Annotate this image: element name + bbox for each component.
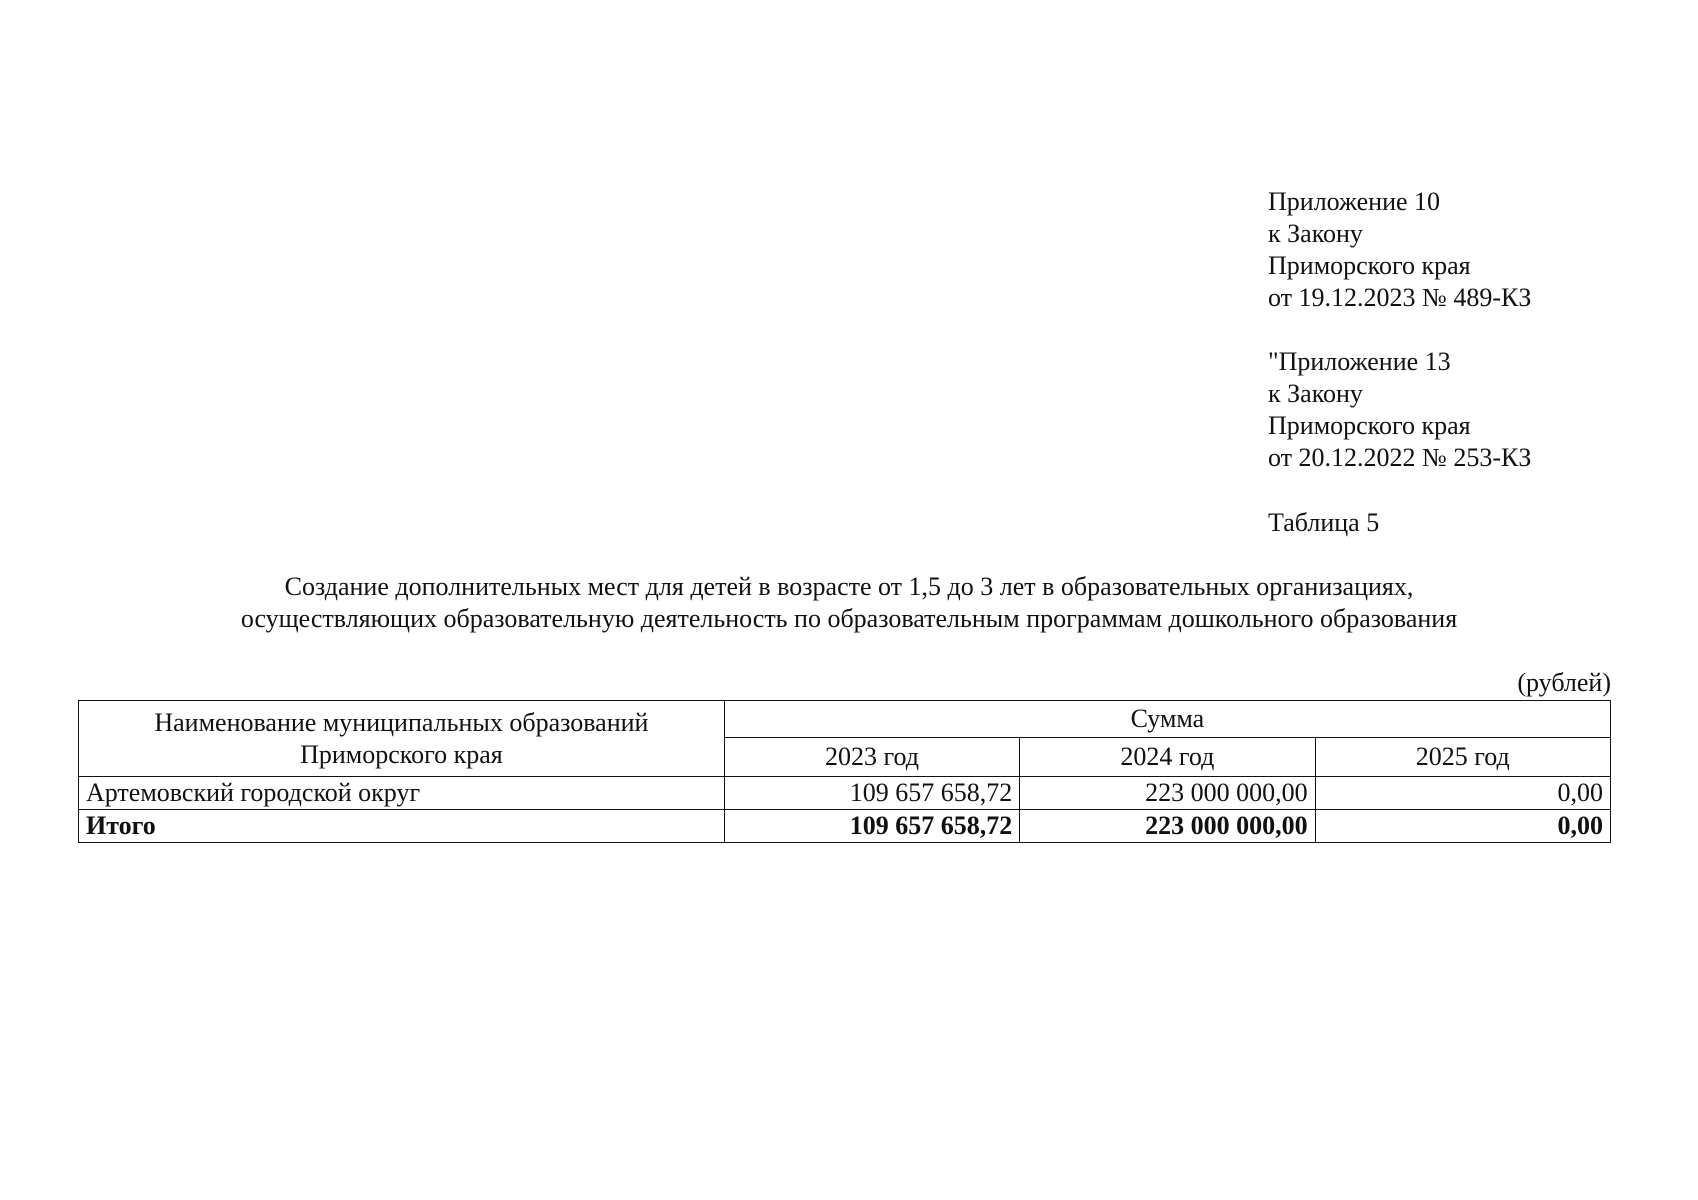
appendix-10-law-ref: к Закону — [1268, 219, 1363, 248]
header-sum: Сумма — [724, 701, 1610, 738]
appendix-13-date-number: от 20.12.2022 № 253-КЗ — [1268, 443, 1532, 472]
header-municipality — [79, 701, 725, 777]
header-municipality-line-2: Приморского края — [300, 739, 503, 769]
units-label: (рублей) — [1517, 668, 1611, 697]
total-label: Итого — [79, 810, 725, 843]
table-total-row — [79, 810, 1611, 843]
appendix-13-region: Приморского края — [1268, 411, 1471, 440]
table-label: Таблица 5 — [1268, 508, 1380, 537]
document-title-line-2: осуществляющих образовательную деятельность по образовательным программам дошкольного образования — [240, 604, 1458, 633]
row-value-2023: 109 657 658,72 — [724, 777, 1019, 810]
appendix-10-region: Приморского края — [1268, 251, 1471, 280]
appendix-13-heading — [1268, 346, 1531, 474]
total-value-2023: 109 657 658,72 — [724, 810, 1019, 843]
funding-table — [78, 700, 1611, 843]
total-value-2025: 0,00 — [1315, 810, 1610, 843]
header-municipality-line-1: Наименование муниципальных образований — [154, 707, 649, 737]
appendix-13-title: "Приложение 13 — [1268, 347, 1451, 376]
total-value-2024: 223 000 000,00 — [1020, 810, 1315, 843]
appendix-10-date-number: от 19.12.2023 № 489-КЗ — [1268, 283, 1532, 312]
appendix-10-title: Приложение 10 — [1268, 187, 1441, 216]
header-year-2024: 2024 год — [1020, 738, 1315, 777]
row-value-2024: 223 000 000,00 — [1020, 777, 1315, 810]
document-title-line-1: Создание дополнительных мест для детей в возрасте от 1,5 до 3 лет в образовательных организациях, — [284, 572, 1414, 601]
header-year-2025: 2025 год — [1315, 738, 1610, 777]
row-municipality-name: Артемовский городской округ — [79, 777, 725, 810]
row-value-2025: 0,00 — [1315, 777, 1610, 810]
table-row — [79, 777, 1611, 810]
table-header-row — [79, 701, 1611, 738]
appendix-13-law-ref: к Закону — [1268, 379, 1363, 408]
document-title — [0, 571, 1698, 635]
appendix-10-heading — [1268, 186, 1531, 314]
header-year-2023: 2023 год — [724, 738, 1019, 777]
